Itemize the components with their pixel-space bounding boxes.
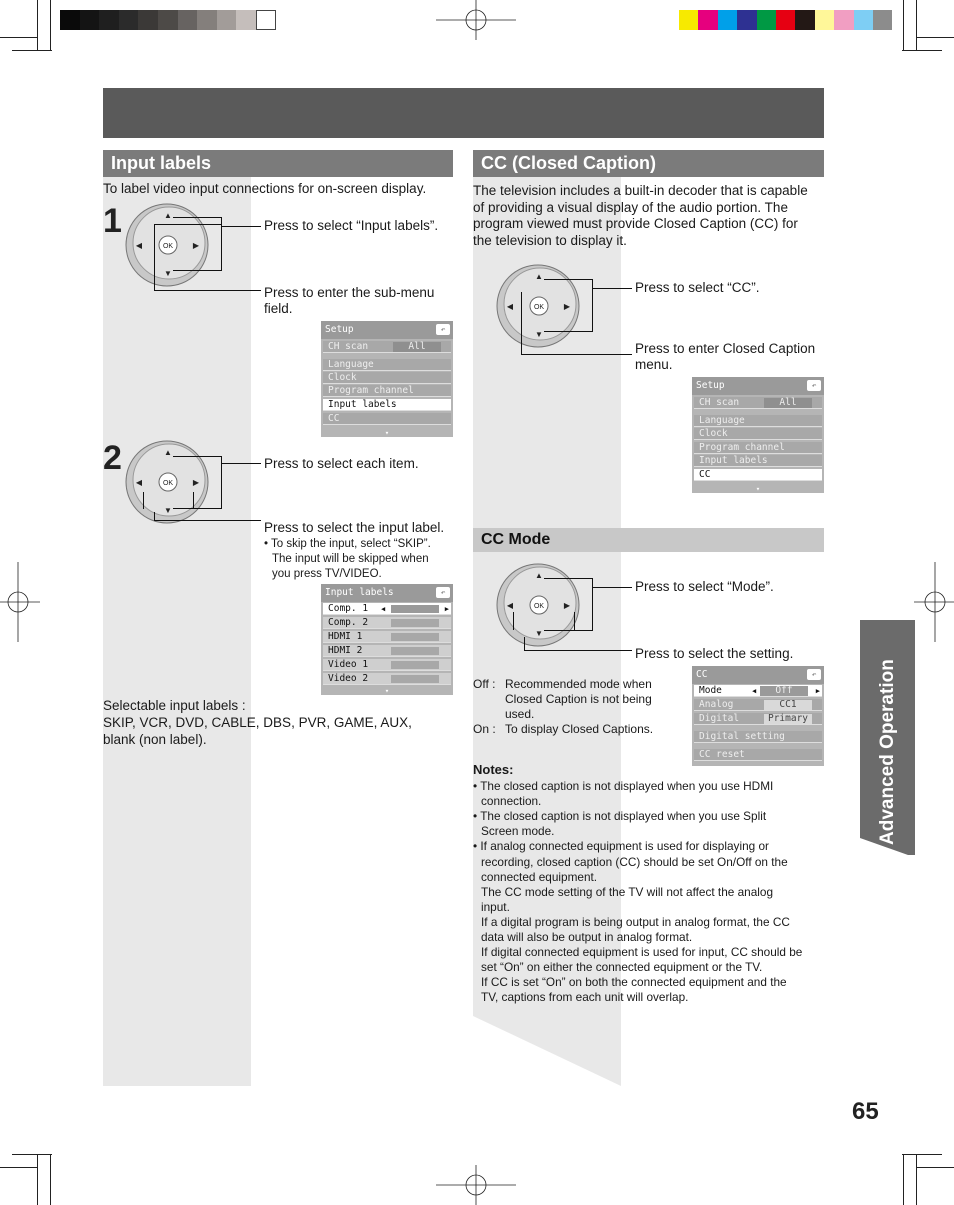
note-line: The CC mode setting of the TV will not affect the analog (481, 884, 774, 899)
callout-line (592, 279, 593, 331)
input-row-hdmi1: HDMI 1 (323, 631, 451, 643)
callout-line (592, 288, 632, 289)
svg-text:▼: ▼ (164, 269, 172, 278)
svg-text:▲: ▲ (164, 448, 172, 457)
menu-title: CC (692, 666, 824, 684)
menu-row-clock: Clock (323, 372, 451, 384)
svg-text:▼: ▼ (535, 629, 543, 638)
crop-mark (902, 1154, 942, 1155)
cc-step-select-text: Press to select “CC”. (635, 280, 760, 295)
menu-row-program-channel: Program channel (694, 442, 822, 454)
gray-swatch (138, 10, 158, 30)
section-title-cc: CC (Closed Caption) (473, 150, 824, 177)
svg-text:OK: OK (162, 480, 174, 487)
svg-text:◀: ◀ (506, 302, 514, 311)
crop-mark (902, 50, 942, 51)
callout-line (143, 492, 144, 509)
menu-row-language: Language (323, 359, 451, 371)
skip-note: The input will be skipped when (272, 553, 429, 565)
svg-text:◀: ◀ (506, 601, 514, 610)
menu-row-ch-scan: CH scan All (323, 341, 451, 353)
menu-row-input-labels: Input labels (694, 455, 822, 467)
step1-enter-text: field. (264, 301, 293, 316)
setup-menu-screen (692, 377, 824, 493)
note-line: • If analog connected equipment is used for displaying or (473, 839, 769, 854)
note-line: Screen mode. (481, 824, 555, 839)
callout-line (544, 279, 592, 280)
svg-text:◀: ◀ (135, 478, 143, 487)
input-row-hdmi2: HDMI 2 (323, 645, 451, 657)
svg-text:▶: ▶ (192, 241, 200, 250)
remote-dpad-icon (125, 440, 209, 524)
gray-swatch (256, 10, 276, 30)
note-line: connected equipment. (481, 869, 598, 884)
callout-line (173, 217, 221, 218)
registration-mark (0, 562, 40, 642)
menu-title: Setup (692, 377, 824, 395)
gray-swatch (178, 10, 198, 30)
note-line: recording, closed caption (CC) should be set On/Off on the (481, 854, 788, 869)
menu-row-language: Language (694, 415, 822, 427)
menu-row-input-labels: Input labels (323, 399, 451, 411)
input-row-comp1: Comp. 1 ◀ ▶ (323, 603, 451, 615)
crop-mark (50, 0, 51, 50)
cc-intro: The television includes a built-in decoder that is capable (473, 183, 808, 198)
cc-intro: of providing a visual display of the audio portion. The (473, 200, 788, 215)
crop-mark (50, 1155, 51, 1205)
svg-text:▲: ▲ (164, 211, 172, 220)
svg-text:◀: ◀ (135, 241, 143, 250)
step1-enter-text: Press to enter the sub-menu (264, 285, 435, 300)
svg-text:▶: ▶ (563, 601, 571, 610)
callout-line (524, 650, 632, 651)
left-arrow-icon: ◀ (752, 687, 757, 695)
skip-note: • To skip the input, select “SKIP”. (264, 538, 431, 550)
color-swatch (679, 10, 698, 30)
callout-line (544, 630, 593, 631)
section-title-input-labels: Input labels (103, 150, 453, 177)
cc-row-analog: Analog CC1 (694, 699, 822, 711)
cc-intro: the television to display it. (473, 233, 627, 248)
right-arrow-icon: ▶ (815, 687, 820, 695)
cc-row-mode: Mode ◀ Off ▶ (694, 685, 822, 697)
callout-line (173, 456, 221, 457)
gray-swatch (60, 10, 80, 30)
callout-line (221, 217, 222, 270)
menu-title: Setup (321, 321, 453, 339)
setup-menu-screen (321, 321, 453, 437)
registration-mark (436, 0, 516, 40)
gray-swatch (119, 10, 139, 30)
callout-line (193, 492, 194, 509)
callout-line (221, 226, 261, 227)
callout-line (524, 637, 525, 651)
note-line: connection. (481, 794, 542, 809)
callout-line (154, 520, 261, 521)
remote-dpad-icon (496, 563, 580, 647)
right-arrow-icon: ▶ (444, 605, 449, 613)
crop-mark (37, 1155, 38, 1205)
side-tab-label: Advanced Operation (877, 659, 898, 845)
crop-mark (916, 1155, 917, 1205)
menu-row-clock: Clock (694, 428, 822, 440)
gray-swatch (99, 10, 119, 30)
off-description: used. (505, 707, 535, 721)
registration-mark (914, 562, 954, 642)
menu-row-cc: CC (323, 413, 451, 425)
callout-line (154, 224, 155, 290)
svg-text:▼: ▼ (535, 330, 543, 339)
note-line: input. (481, 899, 510, 914)
off-description: Closed Caption is not being (505, 692, 652, 706)
svg-text:OK: OK (162, 243, 174, 250)
callout-line (521, 292, 522, 354)
callout-line (154, 512, 155, 521)
callout-line (544, 578, 592, 579)
gray-swatch (158, 10, 178, 30)
crop-mark (37, 0, 38, 50)
off-key: Off : (473, 677, 496, 691)
selectable-labels-list: blank (non label). (103, 732, 207, 747)
menu-row-cc: CC (694, 469, 822, 481)
note-line: set “On” on either the connected equipment or the TV. (481, 960, 763, 975)
crop-mark (903, 1155, 904, 1205)
back-icon: ↶ (436, 587, 450, 598)
cc-mode-setting-text: Press to select the setting. (635, 646, 794, 661)
color-swatch (776, 10, 795, 30)
cc-step-enter-text: menu. (635, 357, 673, 372)
menu-row-ch-scan: CH scan All (694, 397, 822, 409)
callout-line (521, 354, 632, 355)
step2-input-text: Press to select the input label. (264, 520, 445, 535)
selectable-labels-list: SKIP, VCR, DVD, CABLE, DBS, PVR, GAME, AUX, (103, 715, 412, 730)
note-line: TV, captions from each unit will overlap. (481, 990, 689, 1005)
notes-title: Notes: (473, 762, 514, 777)
callout-line (592, 587, 632, 588)
callout-line (154, 224, 221, 225)
step1-select-text: Press to select “Input labels”. (264, 218, 439, 233)
input-row-comp2: Comp. 2 (323, 617, 451, 629)
crop-mark (916, 1167, 954, 1168)
crop-mark (12, 1154, 52, 1155)
callout-line (574, 612, 575, 630)
header-band (103, 88, 824, 138)
menu-title: Input labels (321, 584, 453, 602)
note-line: If CC is set “On” on both the connected equipment and the (481, 975, 787, 990)
selectable-labels-title: Selectable input labels : (103, 698, 246, 713)
callout-line (221, 463, 261, 464)
input-labels-menu-screen (321, 584, 453, 695)
callout-line (513, 612, 514, 630)
step-number-2: 2 (103, 439, 122, 477)
off-description: Recommended mode when (505, 677, 652, 691)
registration-mark (436, 1165, 516, 1205)
scroll-down-icon: ▾ (755, 485, 761, 493)
skip-note: you press TV/VIDEO. (272, 568, 382, 580)
back-icon: ↶ (807, 380, 821, 391)
note-line: • The closed caption is not displayed when you use HDMI (473, 779, 774, 793)
crop-mark (0, 37, 38, 38)
input-labels-intro: To label video input connections for on-screen display. (103, 181, 427, 196)
cc-menu-screen (692, 666, 824, 766)
cc-row-digital-setting: Digital setting (694, 731, 822, 743)
color-swatch (854, 10, 873, 30)
gray-swatch (80, 10, 100, 30)
svg-text:▲: ▲ (535, 571, 543, 580)
note-line: data will also be output in analog format. (481, 930, 693, 944)
color-swatch (698, 10, 717, 30)
color-swatch (737, 10, 756, 30)
color-swatch (873, 10, 892, 30)
crop-mark (916, 0, 917, 50)
scroll-down-icon: ▾ (384, 429, 390, 437)
svg-text:OK: OK (533, 304, 545, 311)
step-number-1: 1 (103, 202, 122, 240)
remote-dpad-icon (496, 264, 580, 348)
scroll-down-icon: ▾ (384, 687, 390, 695)
step2-select-text: Press to select each item. (264, 456, 419, 471)
back-icon: ↶ (807, 669, 821, 680)
svg-text:▶: ▶ (192, 478, 200, 487)
color-swatch (834, 10, 853, 30)
cc-mode-select-text: Press to select “Mode”. (635, 579, 774, 594)
page-number: 65 (852, 1098, 879, 1125)
menu-row-program-channel: Program channel (323, 385, 451, 397)
cc-intro: program viewed must provide Closed Caption (CC) for (473, 216, 798, 231)
label-value-box (391, 605, 439, 613)
crop-mark (916, 37, 954, 38)
note-line: If digital connected equipment is used for input, CC should be (481, 945, 803, 960)
color-swatch (815, 10, 834, 30)
gray-swatch (197, 10, 217, 30)
gray-swatch (217, 10, 237, 30)
crop-mark (12, 50, 52, 51)
svg-text:▲: ▲ (535, 272, 543, 281)
note-line: If a digital program is being output in analog format, the CC (481, 914, 790, 929)
callout-line (154, 290, 261, 291)
note-line: • The closed caption is not displayed when you use Split (473, 809, 767, 824)
cc-row-digital: Digital Primary (694, 713, 822, 725)
callout-line (173, 508, 222, 509)
color-swatch (795, 10, 814, 30)
crop-mark (903, 0, 904, 50)
gray-swatch (236, 10, 256, 30)
cc-mode-title: CC Mode (473, 528, 824, 552)
on-key: On : (473, 722, 496, 736)
left-arrow-icon: ◀ (381, 605, 386, 613)
mode-value: Off (760, 686, 808, 696)
input-row-video2: Video 2 (323, 673, 451, 685)
crop-mark (0, 1167, 38, 1168)
remote-dpad-icon (125, 203, 209, 287)
color-swatch (718, 10, 737, 30)
cc-row-reset: CC reset (694, 749, 822, 761)
on-description: To display Closed Captions. (505, 722, 654, 736)
callout-line (544, 331, 593, 332)
svg-text:OK: OK (533, 603, 545, 610)
callout-line (592, 578, 593, 630)
cc-step-enter-text: Press to enter Closed Caption (635, 341, 816, 356)
color-swatch (757, 10, 776, 30)
left-shade (103, 176, 251, 1086)
back-icon: ↶ (436, 324, 450, 335)
svg-text:▼: ▼ (164, 506, 172, 515)
callout-line (173, 270, 222, 271)
input-row-video1: Video 1 (323, 659, 451, 671)
svg-text:▶: ▶ (563, 302, 571, 311)
